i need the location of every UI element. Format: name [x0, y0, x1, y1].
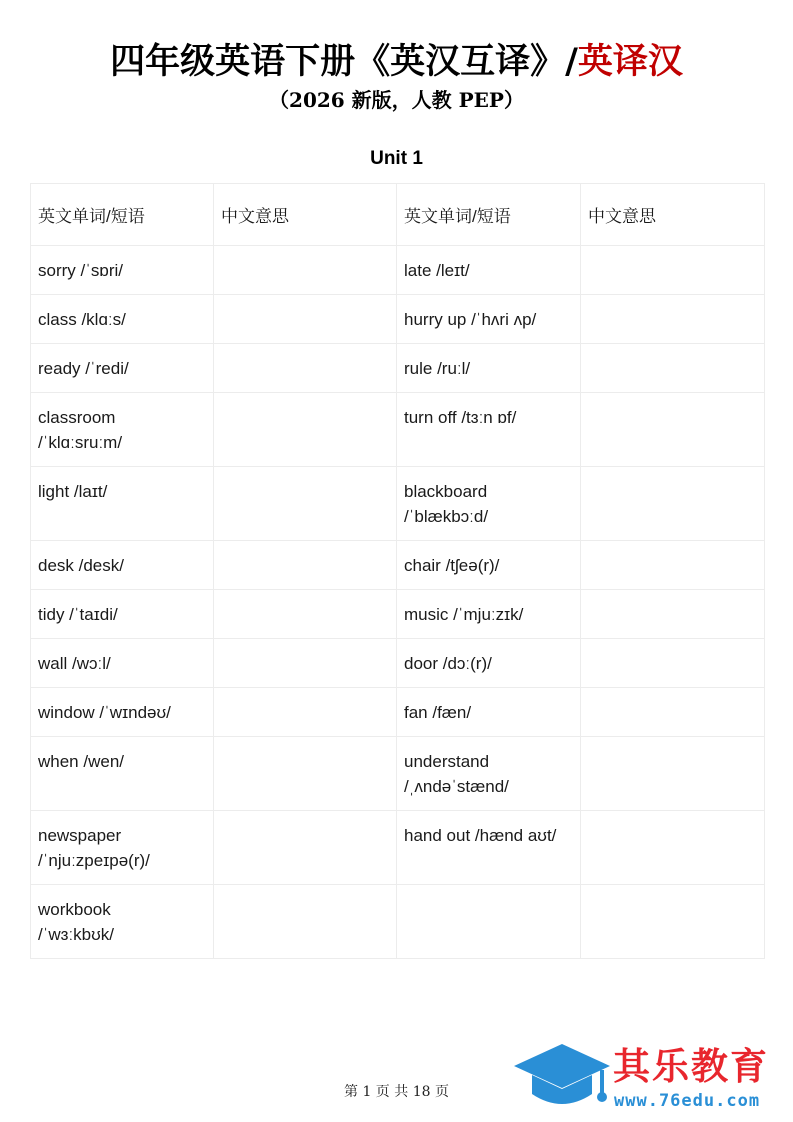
table-row [31, 344, 765, 393]
cell-text-line: /ˌʌndəˈstænd/ [404, 777, 509, 796]
header-cell-english-left: 英文单词/短语 [31, 184, 214, 246]
table-row [31, 811, 765, 885]
watermark-brand: 其乐教育 [613, 1045, 769, 1088]
cell-english-right [397, 885, 581, 959]
cell-chinese-right [581, 541, 765, 590]
cell-chinese-left [214, 467, 397, 541]
cell-english-left [31, 393, 214, 467]
cell-english-left [31, 541, 214, 590]
cell-english-right [397, 737, 581, 811]
cell-chinese-right [581, 590, 765, 639]
cell-text-line: blackboard [404, 482, 488, 501]
cell-english-left [31, 885, 214, 959]
cell-chinese-left [214, 885, 397, 959]
cell-chinese-left [214, 590, 397, 639]
cell-text-line: newspaper [38, 826, 122, 845]
cell-text-line: wall /wɔːl/ [38, 654, 111, 673]
graduation-cap-icon [512, 1042, 612, 1114]
cell-text-line: chair /tʃeə(r)/ [404, 556, 500, 575]
cell-text-line: /ˈklɑːsruːm/ [38, 433, 123, 452]
table-row [31, 295, 765, 344]
cell-text-line: fan /fæn/ [404, 703, 472, 722]
table-row [31, 737, 765, 811]
cell-chinese-right [581, 246, 765, 295]
cell-english-right [397, 393, 581, 467]
table-row [31, 541, 765, 590]
cell-text-line: /ˈwɜːkbʊk/ [38, 925, 115, 944]
cell-english-right [397, 246, 581, 295]
cell-text-line: when /wen/ [38, 752, 124, 771]
cell-english-right [397, 541, 581, 590]
cell-english-right [397, 688, 581, 737]
cell-chinese-right [581, 393, 765, 467]
cell-chinese-left [214, 639, 397, 688]
cell-text-line: hand out /hænd aʊt/ [404, 826, 557, 845]
table-row [31, 467, 765, 541]
cell-text-line: class /klɑːs/ [38, 310, 126, 329]
title-main: 四年级英语下册《英汉互译》/ [110, 42, 578, 82]
cell-chinese-left [214, 737, 397, 811]
cell-chinese-right [581, 295, 765, 344]
cell-english-left [31, 811, 214, 885]
header-cell-chinese-right: 中文意思 [581, 184, 765, 246]
table-row [31, 393, 765, 467]
page-number: 第 1 页 共 18 页 [344, 1084, 449, 1100]
cell-chinese-right [581, 639, 765, 688]
cell-text-line: late /leɪt/ [404, 261, 470, 280]
cell-english-right [397, 467, 581, 541]
cell-text-line: ready /ˈredi/ [38, 359, 129, 378]
cell-chinese-left [214, 246, 397, 295]
cell-text-line: turn off /tɜːn ɒf/ [404, 408, 517, 427]
table-row [31, 590, 765, 639]
cell-text-line: tidy /ˈtaɪdi/ [38, 605, 118, 624]
cell-english-left [31, 688, 214, 737]
vocabulary-table [30, 183, 765, 959]
cell-chinese-left [214, 393, 397, 467]
table-row [31, 246, 765, 295]
cell-text-line: door /dɔː(r)/ [404, 654, 492, 673]
cell-chinese-right [581, 344, 765, 393]
header-cell-english-right: 英文单词/短语 [397, 184, 581, 246]
title-accent: 英译汉 [577, 42, 683, 82]
cell-english-right [397, 295, 581, 344]
cell-chinese-right [581, 688, 765, 737]
cell-text-line: music /ˈmjuːzɪk/ [404, 605, 524, 624]
cell-chinese-left [214, 541, 397, 590]
cell-english-right [397, 639, 581, 688]
cell-english-right [397, 590, 581, 639]
cell-english-right [397, 344, 581, 393]
cell-chinese-right [581, 811, 765, 885]
vocabulary-table-body [31, 184, 765, 959]
table-row [31, 688, 765, 737]
header-cell-chinese-left: 中文意思 [214, 184, 397, 246]
watermark-url: www.76edu.com [614, 1091, 761, 1111]
cell-text-line: window /ˈwɪndəʊ/ [38, 703, 171, 722]
cell-text-line: /ˈnjuːzpeɪpə(r)/ [38, 851, 150, 870]
cell-text-line: classroom [38, 408, 116, 427]
cell-english-left [31, 295, 214, 344]
cell-text-line: sorry /ˈsɒri/ [38, 261, 123, 280]
document-subtitle: （2026 新版，人教 PEP） [269, 88, 524, 112]
cell-english-left [31, 737, 214, 811]
cell-chinese-left [214, 344, 397, 393]
unit-heading: Unit 1 [370, 148, 423, 169]
document-title [0, 40, 793, 84]
cell-english-left [31, 467, 214, 541]
cell-text-line: /ˈblækbɔːd/ [404, 507, 489, 526]
cell-text-line: workbook [38, 900, 111, 919]
cell-text-line: desk /desk/ [38, 556, 124, 575]
table-header-row [31, 184, 765, 246]
cell-english-left [31, 344, 214, 393]
cell-english-left [31, 590, 214, 639]
table-row [31, 885, 765, 959]
cell-chinese-left [214, 295, 397, 344]
cell-text-line: understand [404, 752, 490, 771]
cell-english-left [31, 246, 214, 295]
cell-chinese-right [581, 467, 765, 541]
cell-chinese-left [214, 688, 397, 737]
cell-text-line: light /laɪt/ [38, 482, 108, 501]
cell-english-right [397, 811, 581, 885]
cell-text-line: hurry up /ˈhʌri ʌp/ [404, 310, 537, 329]
table-row [31, 639, 765, 688]
cell-text-line: rule /ruːl/ [404, 359, 471, 378]
cell-chinese-left [214, 811, 397, 885]
cell-english-left [31, 639, 214, 688]
cell-chinese-right [581, 885, 765, 959]
cell-chinese-right [581, 737, 765, 811]
